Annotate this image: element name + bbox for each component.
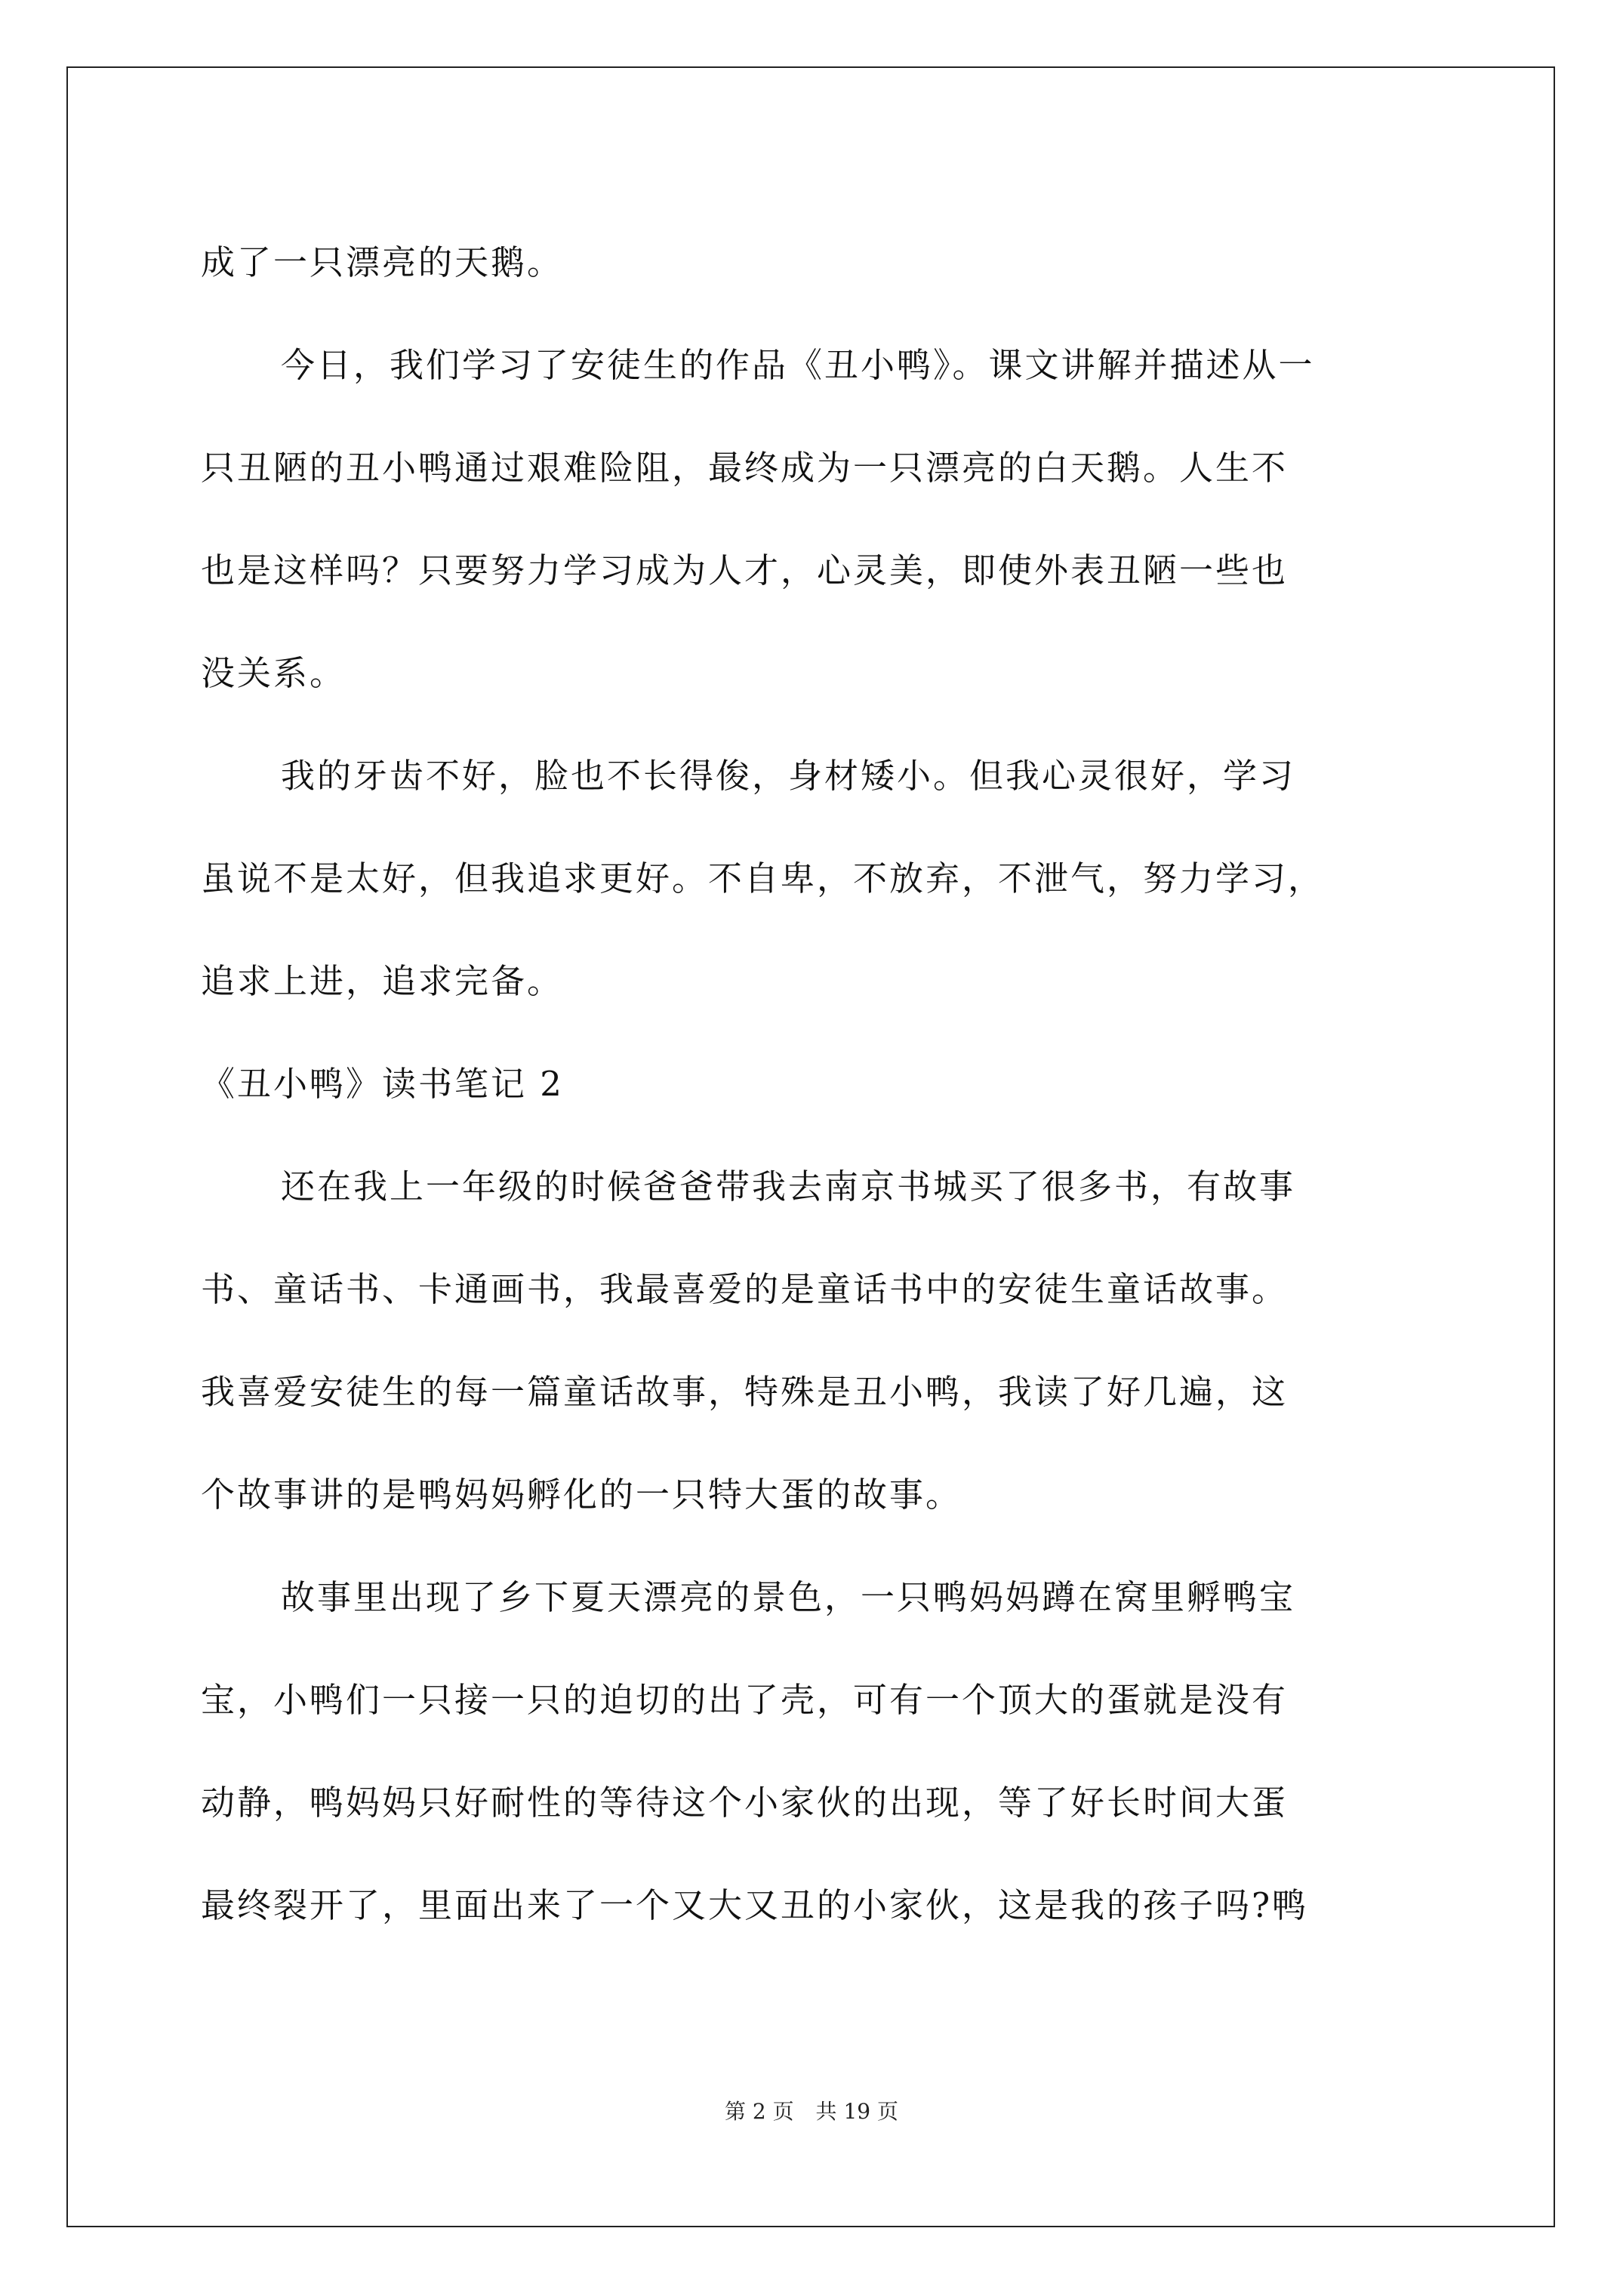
paragraph-line: 动静，鸭妈妈只好耐性的等待这个小家伙的出现，等了好长时间大蛋 — [201, 1783, 1289, 1823]
paragraph-line: 追求上进，追求完备。 — [201, 961, 564, 1001]
page-total: 共 19 页 — [815, 2099, 898, 2124]
paragraph-line: 成了一只漂亮的天鹅。 — [201, 242, 564, 282]
section-heading: 《丑小鸭》读书笔记 2 — [201, 1064, 564, 1104]
page-number: 第 2 页 — [725, 2099, 794, 2124]
paragraph-line: 书、童话书、卡通画书，我最喜爱的是童话书中的安徒生童话故事。 — [201, 1269, 1289, 1309]
paragraph-line: 今日，我们学习了安徒生的作品《丑小鸭》。课文讲解并描述从一 — [281, 345, 1315, 385]
paragraph-line: 还在我上一年级的时候爸爸带我去南京书城买了很多书，有故事 — [281, 1166, 1296, 1207]
paragraph-line: 也是这样吗？只要努力学习成为人才，心灵美，即使外表丑陋一些也 — [201, 550, 1289, 590]
page-footer — [0, 2097, 1623, 2127]
paragraph-line: 没关系。 — [201, 653, 346, 693]
paragraph-line: 我的牙齿不好，脸也不长得俊，身材矮小。但我心灵很好，学习 — [281, 756, 1296, 796]
document-body — [201, 211, 1454, 1957]
paragraph-line: 虽说不是太好，但我追求更好。不自卑，不放弃，不泄气，努力学习， — [201, 858, 1325, 898]
paragraph-line: 只丑陋的丑小鸭通过艰难险阻，最终成为一只漂亮的白天鹅。人生不 — [201, 448, 1289, 488]
paragraph-line: 最终裂开了，里面出来了一个又大又丑的小家伙，这是我的孩子吗?鸭 — [201, 1885, 1309, 1925]
paragraph-line: 我喜爱安徒生的每一篇童话故事，特殊是丑小鸭，我读了好几遍，这 — [201, 1372, 1289, 1412]
paragraph-line: 个故事讲的是鸭妈妈孵化的一只特大蛋的故事。 — [201, 1475, 962, 1515]
paragraph-line: 故事里出现了乡下夏天漂亮的景色，一只鸭妈妈蹲在窝里孵鸭宝 — [281, 1577, 1296, 1617]
paragraph-line: 宝，小鸭们一只接一只的迫切的出了壳，可有一个顶大的蛋就是没有 — [201, 1680, 1289, 1720]
